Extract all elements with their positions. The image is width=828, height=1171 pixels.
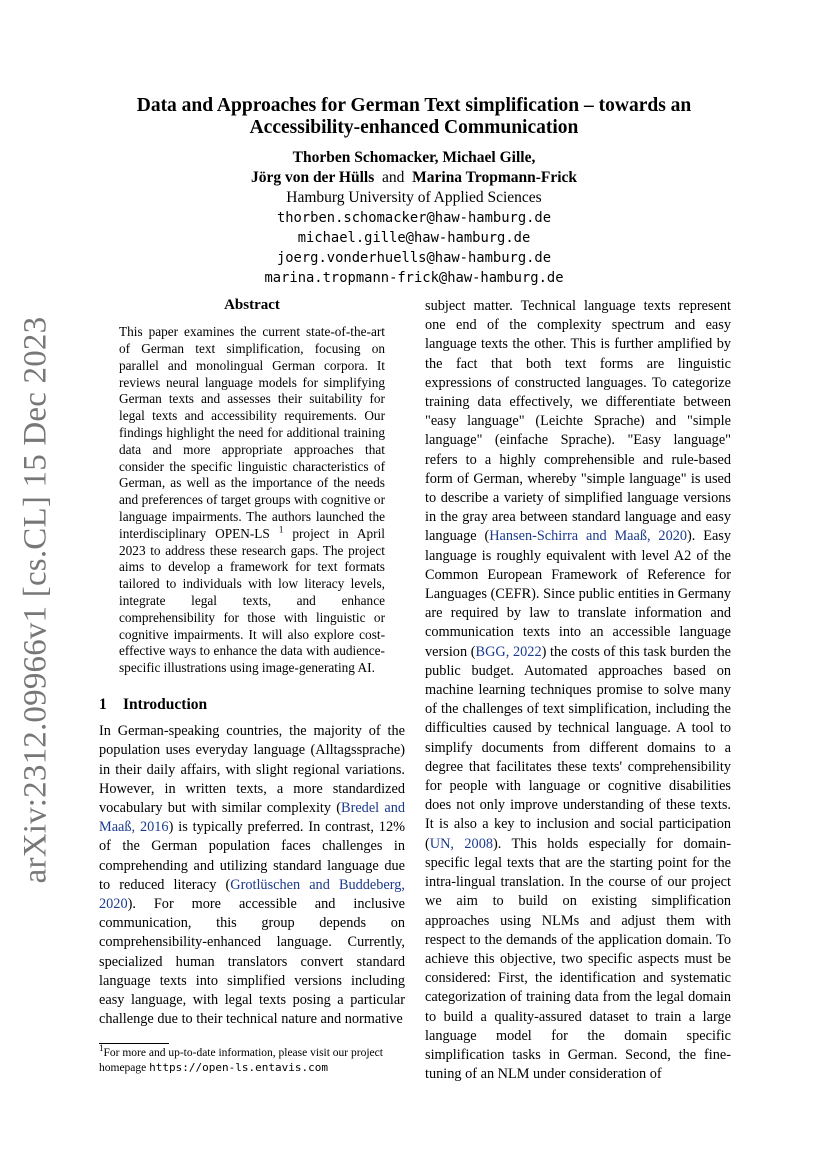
text-run: ). Easy language is roughly equivalent with level A2 of the Common European Framework of Reference for Languages (CEFR). Since public entities in Germany are required by law to translate information and communication texts into an accessible language version ( xyxy=(425,528,731,660)
author-email[interactable]: joerg.vonderhuells@haw-hamburg.de xyxy=(276,250,552,266)
citation-link[interactable]: Bredel and Maaß, 2016 xyxy=(99,799,405,836)
text-run: ). For more accessible and inclusive communication, this group depends on comprehensibility-enhanced language. Currently, specialized human translators convert standard language texts into simplified versions including easy language, with legal texts posing a particular challenge due to their technical nature and normative xyxy=(99,895,405,1028)
arxiv-identifier: arXiv:2312.09966v1 [cs.CL] 15 Dec 2023 xyxy=(17,316,54,884)
abstract-heading: Abstract xyxy=(224,297,280,313)
footnote-text: For more and up-to-date information, please visit our project homepage xyxy=(99,1047,383,1074)
arxiv-stamp xyxy=(12,316,60,884)
authors-line-1: Thorben Schomacker, Michael Gille, xyxy=(292,149,536,166)
text-run: ) is typically preferred. In contrast, 12% of the German population faces challenges in comprehending and utilizing standard language due to reduced literacy ( xyxy=(99,819,406,893)
citation-link[interactable]: UN, 2008 xyxy=(429,835,493,852)
text-run: ) the costs of this task burden the public budget. Automated approaches based on machine learning techniques promise to solve many of the challenges of text simplification, including the difficulties caused by technical language. A tool to simplify documents from different domains to a degree that facilitates these texts' comprehensibility for people with language or cognitive disabilities does not only improve understanding of these texts. It is also a key to inclusion and social participation ( xyxy=(425,643,731,852)
section-heading xyxy=(99,695,405,714)
body-paragraph xyxy=(425,297,731,1084)
left-column xyxy=(99,296,405,1029)
section-number: 1 xyxy=(99,695,107,713)
footnote-divider xyxy=(99,1043,169,1044)
author-email[interactable]: thorben.schomacker@haw-hamburg.de xyxy=(276,210,552,226)
citation-link[interactable]: BGG, 2022 xyxy=(475,643,542,660)
citation-link[interactable]: Hansen-Schirra and Maaß, 2020 xyxy=(489,528,688,545)
abstract-text xyxy=(119,324,385,677)
text-run: In German-speaking countries, the majority of the population uses everyday language (Alltagssprache) in their daily affairs, with slight regional variations. However, in written texts, a more standardized vocabulary but with similar complexity ( xyxy=(99,723,405,816)
section-title: Introduction xyxy=(123,695,208,713)
authors-and: and xyxy=(381,169,405,186)
intro-paragraph xyxy=(99,722,405,1029)
text-run: subject matter. Technical language texts represent one end of the complexity spectrum and easy language texts the other. This is further amplified by the fact that both text forms are linguistic expressions of constructed languages. To categorize training data effectively, we differentiate between "easy language" (Leichte Sprache) and "simple language" (einfache Sprache). "Easy language" refers to a highly comprehensible and rule-based form of German, whereby "simple language" is used to describe a variety of simplified language versions in the gray area between standard language and easy language ( xyxy=(425,298,731,545)
authors-line-2 xyxy=(100,168,728,188)
author-email[interactable]: michael.gille@haw-hamburg.de xyxy=(297,230,531,246)
text-run: ). This holds especially for domain-specific legal texts that are the starting point for the intra-lingual translation. In the course of our project we aim to build on existing simplification approaches using NLMs and adjust them with respect to the demands of the application domain. To achieve this objective, two specific aspects must be considered: First, the identification and systematic categorization of training data from the legal domain to build a quality-assured dataset to train a large language model for the domain specific simplification tasks in German. Second, the fine-tuning of an NLM under consideration of xyxy=(425,835,731,1083)
abstract-part: This paper examines the current state-of-the-art of German text simplification, focusing on parallel and monolingual German corpora. It reviews neural language models for simplifying German texts and assesses their suitability for legal texts and accessibility requirements. Our findings highlight the need for additional training data and more appropriate approaches that consider the specific linguistic characteristics of German, as well as the importance of the needs and preferences of target groups with cognitive or language impairments. The authors launched the interdisciplinary OPEN-LS xyxy=(119,324,385,541)
project-homepage-link[interactable]: https://open-ls.entavis.com xyxy=(149,1060,328,1074)
right-column xyxy=(425,297,731,1084)
citation-link[interactable]: Grotlüschen and Buddeberg, 2020 xyxy=(99,876,405,912)
author-name: Marina Tropmann-Frick xyxy=(412,169,578,186)
footnote-mark: 1 xyxy=(99,1043,104,1054)
paper-title: Data and Approaches for German Text simplification – towards an Accessibility-enhanced Communication xyxy=(136,95,692,138)
affiliation: Hamburg University of Applied Sciences xyxy=(286,189,542,206)
author-email[interactable]: marina.tropmann-frick@haw-hamburg.de xyxy=(264,270,564,286)
abstract-part: project in April 2023 to address these research gaps. The project aims to develop a framework for text formats tailored to individuals with low literacy levels, integrate legal texts, and enhance comprehensibility for those with linguistic or cognitive impairments. It will also explore cost-effective ways to enhance the data with audience-specific illustrations using image-generating AI. xyxy=(119,525,385,676)
author-name: Jörg von der Hülls xyxy=(250,169,375,186)
footnote-ref[interactable]: 1 xyxy=(278,524,284,535)
author-block xyxy=(100,148,728,288)
footnote xyxy=(99,1043,405,1075)
